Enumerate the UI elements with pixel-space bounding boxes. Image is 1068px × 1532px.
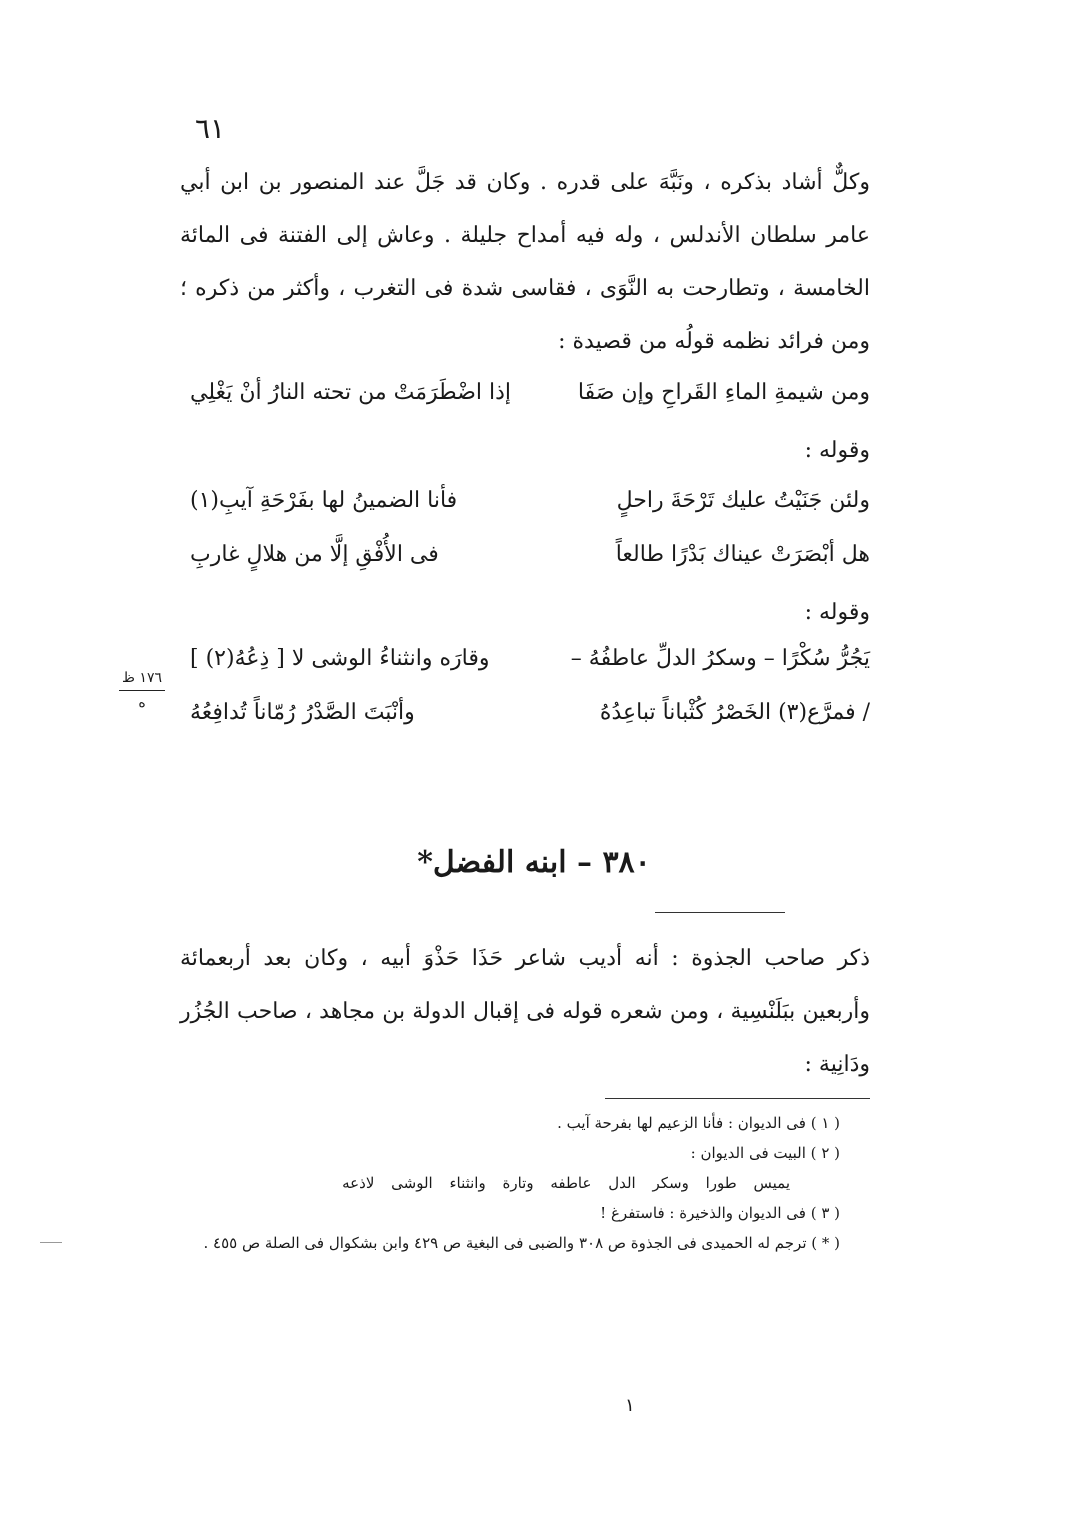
section-paragraph [180, 932, 870, 1091]
verse-3 [180, 542, 870, 588]
footnote-3: ( ٣ ) فى الديوان والذخيرة : فاستفرغ ! [600, 1204, 840, 1222]
footnote-divider [605, 1098, 870, 1099]
verse-5 [180, 700, 870, 746]
footnote-2: ( ٢ ) البيت فى الديوان : [690, 1144, 840, 1162]
bottom-signature-mark: ١ [625, 1395, 635, 1416]
qawluhu-label-1: وقوله : [804, 438, 870, 463]
intro-text: وكلٌّ أشاد بذكره ، ونَبَّهَ على قدره . وكان قد جَلَّ عند المنصور بن ابن أبي عامر سلطان الأندلس ، وله فيه أمداح جليلة . وعاش إلى الفتنة فى المائة الخامسة ، وتطارحت به النَّوَى ، فقاسى شدة فى التغرب ، وأكثر من ذكره ؛ ومن فرائد نظمه قولُه من قصيدة : [180, 170, 870, 354]
footnote-2-verse: يميس طورا وسكر الدل عاطفه وتارة وانثناء الوشى لاذعه [342, 1174, 790, 1192]
heading-rule [655, 912, 785, 913]
footnotes [180, 1108, 870, 1258]
page-number: ٦١ [194, 112, 226, 145]
verse-1-first-hemistich: ومن شيمةِ الماءِ القَراحِ وإن صَفَا [577, 380, 870, 405]
folio-number: ١٧٦ ظ [122, 670, 162, 686]
verse-2-second-hemistich: فأنا الضمينُ لها بفَرْحَةِ آيبِ(١) [190, 488, 458, 513]
verse-4-second-hemistich: وقارَه وانثناءُ الوشى لا [ ذِعُهُ(٢) ] [190, 646, 490, 671]
footnote-4: ( * ) ترجم له الحميدى فى الجذوة ص ٣٠٨ والضبى فى البغية ص ٤٢٩ وابن بشكوال فى الصلة ص ٤٥٥ . [203, 1234, 840, 1252]
folio-sub: ه [138, 695, 146, 711]
verse-3-first-hemistich: هل أبْصَرَتْ عيناك بَدْرًا طالعاً [615, 542, 870, 567]
footnote-1: ( ١ ) فى الديوان : فأنا الزعيم لها بفرحة آيب . [557, 1114, 840, 1132]
verse-5-second-hemistich: وأنْبَتَ الصَّدْرُ رُمّاناً تُدافِعُهُ [190, 700, 415, 725]
intro-paragraph [180, 156, 870, 368]
manuscript-folio-note [112, 670, 172, 711]
section-text: ذكر صاحب الجذوة : أنه أديب شاعر حَذَا حَذْوَ أبيه ، وكان بعد أربعمائة وأربعين ببَلَنْسِية ، ومن شعره قوله فى إقبال الدولة بن مجاهد ، صاحب الجُزُر ودَانِية : [180, 946, 870, 1077]
folio-divider [119, 690, 165, 691]
verse-4-first-hemistich: يَجُرُّ سُكْرًا – وسكرُ الدلِّ عاطفُهُ – [570, 646, 870, 671]
section-heading: ٣٨٠ – ابنه الفضل* [417, 845, 651, 880]
verse-5-first-hemistich: / فمرَّع(٣) الخَصْرُ كُثْباناً تباعِدُهُ [599, 700, 870, 725]
qawluhu-label-2: وقوله : [804, 600, 870, 625]
verse-1-second-hemistich: إذا اضْطَرَمَتْ من تحته النارُ أنْ يَغْلِي [190, 380, 512, 405]
verse-2-first-hemistich: ولئن جَنَيْتُ عليك تَرْحَةَ راحلٍ [616, 488, 870, 513]
verse-1 [180, 380, 870, 426]
verse-3-second-hemistich: فى الأُفْقِ إلَّا من هلالٍ غاربِ [190, 542, 439, 567]
verse-2 [180, 488, 870, 534]
scan-mark [40, 1242, 62, 1243]
verse-4 [180, 646, 870, 692]
